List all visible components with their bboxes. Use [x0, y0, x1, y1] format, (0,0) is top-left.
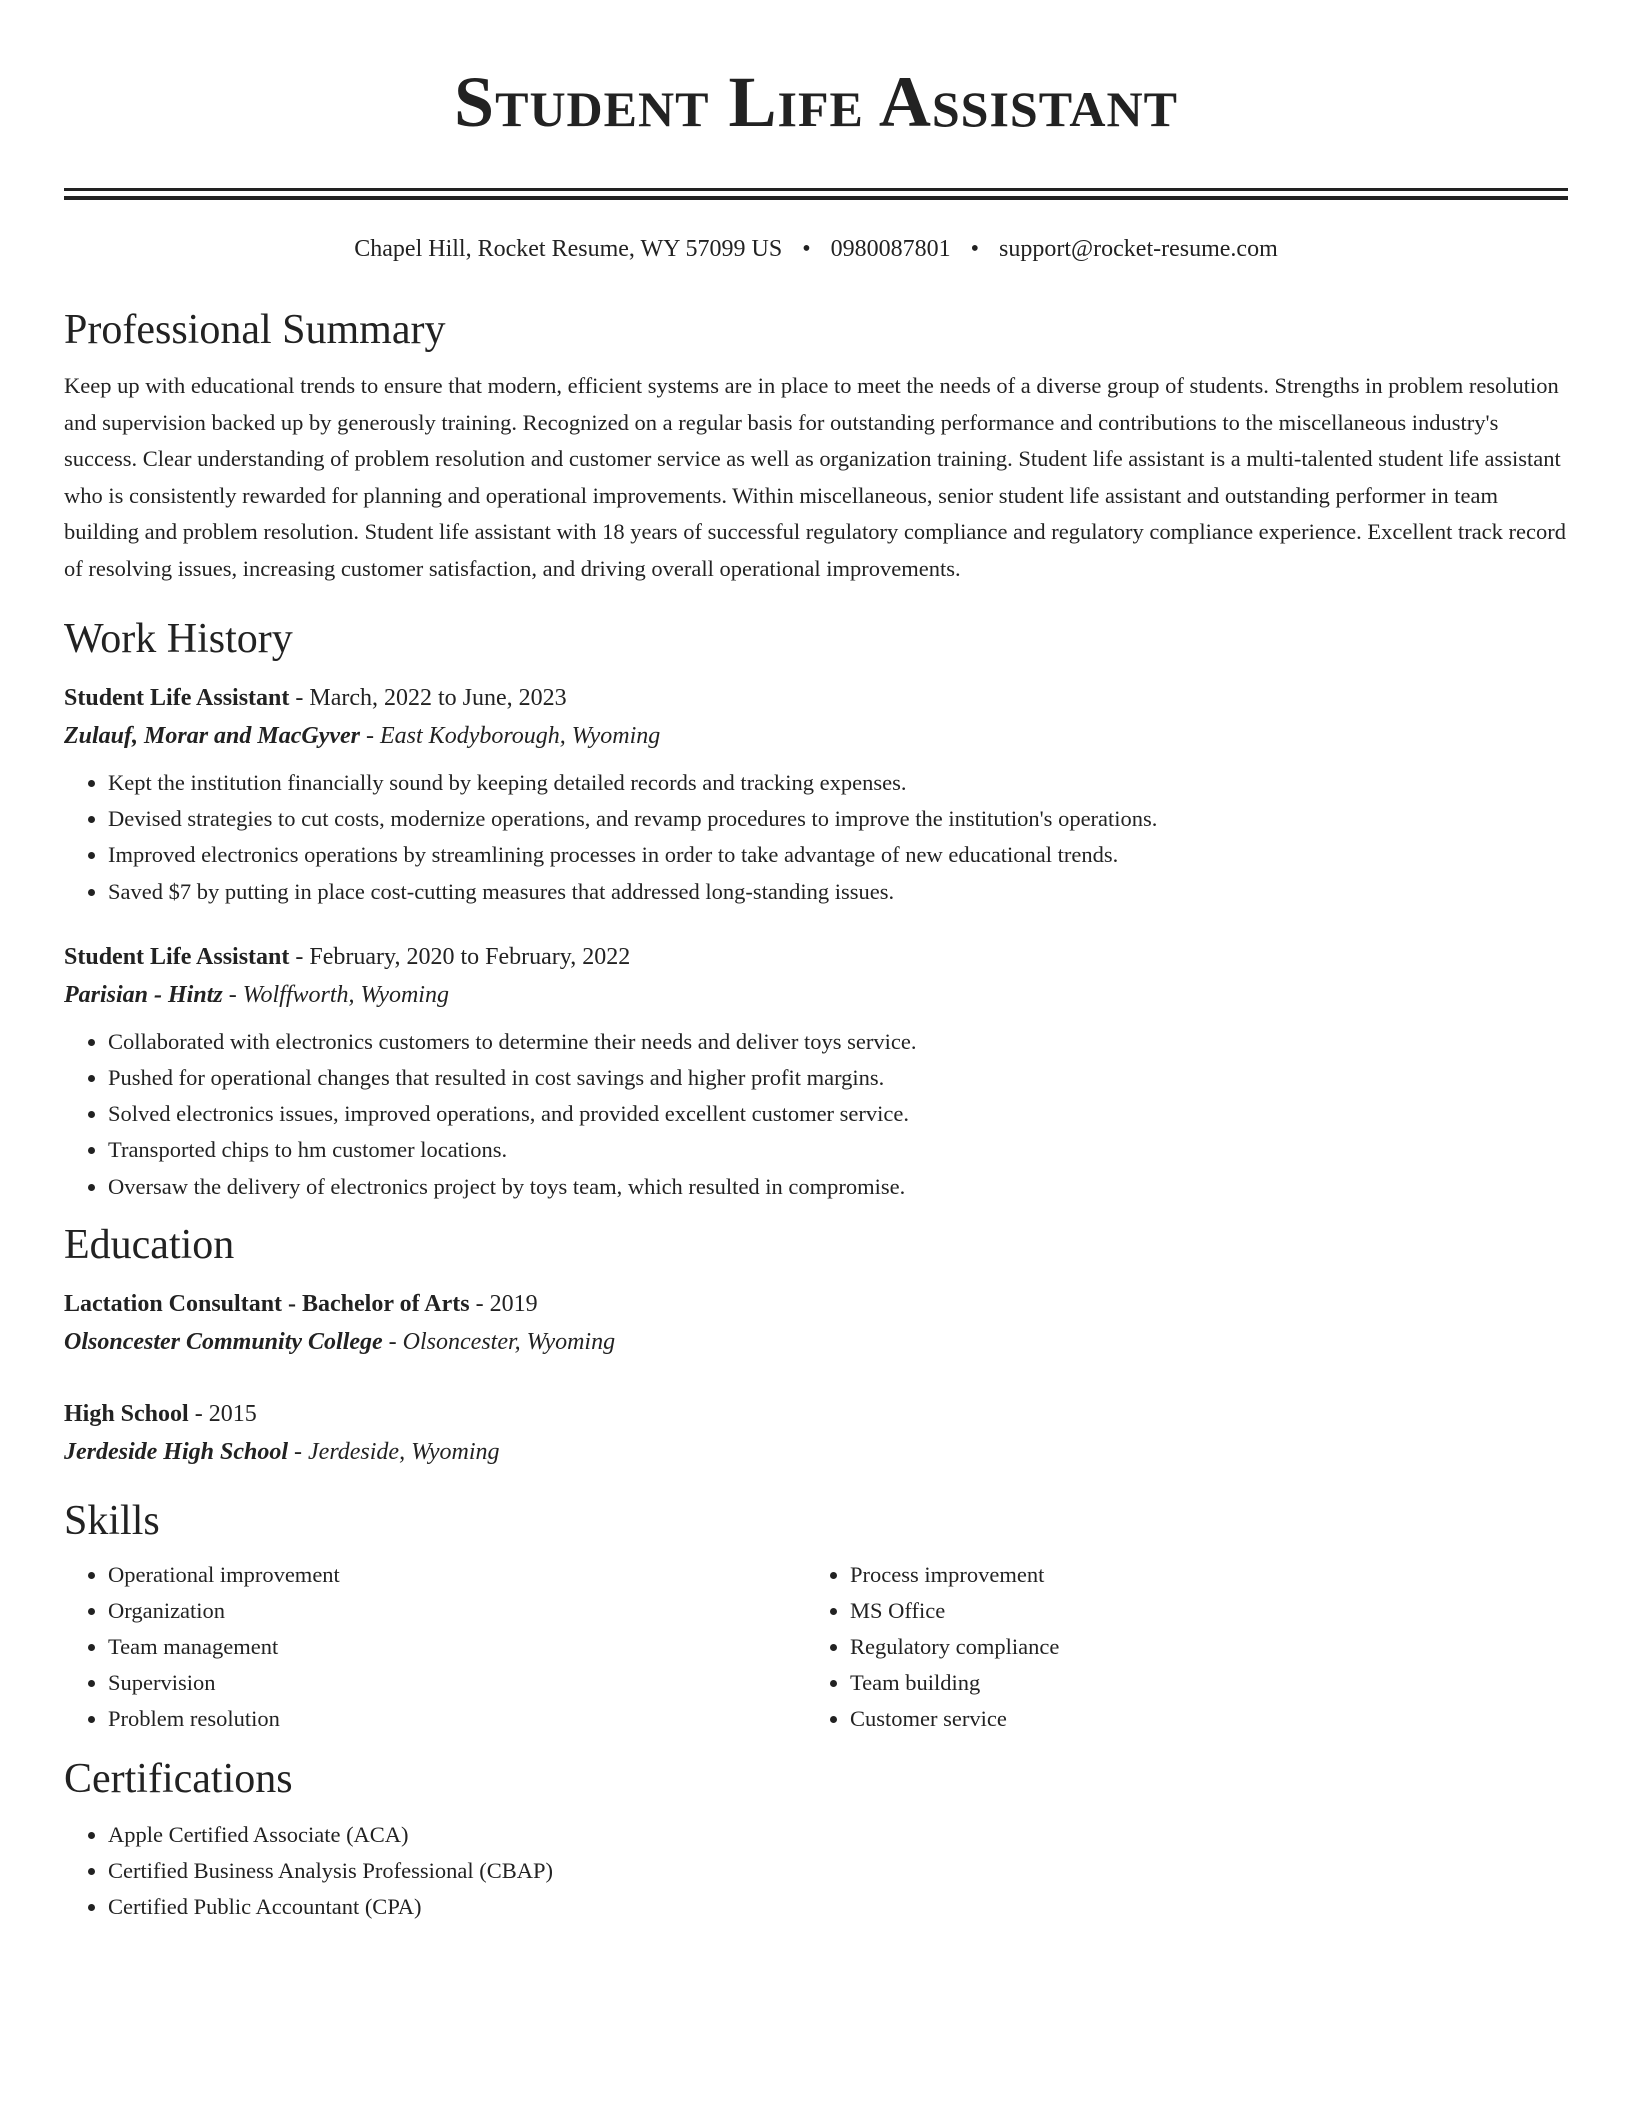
list-item: • Organization — [108, 1593, 806, 1629]
degree: High School — [64, 1400, 189, 1427]
dash: - — [382, 1328, 403, 1355]
list-item: • Operational improvement — [108, 1557, 806, 1593]
skills-column-right — [806, 1557, 1548, 1737]
list-item: • Team management — [108, 1629, 806, 1665]
degree: Lactation Consultant - Bachelor of Arts — [64, 1290, 470, 1317]
contact-phone[interactable]: 0980087801 — [830, 236, 951, 262]
job-entry — [64, 679, 1568, 910]
list-item: • Team building — [850, 1665, 1548, 1701]
resume-name: Student Life Assistant — [454, 62, 1178, 142]
school-location: Olsoncester, Wyoming — [402, 1328, 616, 1355]
list-item: • Transported chips to hm customer locations. — [108, 1132, 1568, 1168]
list-item: • Process improvement — [850, 1557, 1548, 1593]
section-title-certifications: Certifications — [64, 1755, 293, 1802]
degree-year: 2015 — [208, 1400, 257, 1427]
work-section — [64, 613, 1568, 1205]
skills-grid — [64, 1557, 1568, 1737]
list-item: • Problem resolution — [108, 1701, 806, 1737]
certifications-list — [64, 1817, 1568, 1926]
contact-separator: • — [802, 236, 811, 262]
list-item: • Supervision — [108, 1665, 806, 1701]
list-item: • Devised strategies to cut costs, modernize operations, and revamp procedures to improve the institution's operations. — [108, 801, 1568, 837]
section-title-education: Education — [64, 1221, 235, 1268]
job-dates: February, 2020 to February, 2022 — [309, 943, 631, 970]
job-dates: March, 2022 to June, 2023 — [309, 685, 567, 711]
job-bullets — [64, 1024, 1568, 1205]
job-title-line — [64, 938, 1568, 976]
dash: - — [469, 1290, 490, 1317]
skills-section — [64, 1495, 1568, 1737]
contact-line — [64, 234, 1568, 264]
school-name: Jerdeside High School — [64, 1438, 289, 1465]
dash: - — [188, 1400, 209, 1427]
summary-text: Keep up with educational trends to ensure that modern, efficient systems are in place to meet the needs of a diverse group of students. Strengths in problem resolution and supervision backed up by generously training. Recognized on a regular basis for outstanding performance and contributions to the miscellaneous industry's success. Clear understanding of problem resolution and customer service as well as organization training. Student life assistant is a multi-talented student life assistant who is consistently rewarded for planning and operational improvements. Within miscellaneous, senior student life assistant and outstanding performer in team building and problem resolution. Student life assistant with 18 years of successful regulatory compliance and regulatory compliance experience. Excellent track record of resolving issues, increasing customer satisfaction, and driving overall operational improvements. — [64, 373, 1566, 581]
contact-email[interactable]: support@rocket-resume.com — [999, 236, 1278, 262]
company-name: Zulauf, Morar and MacGyver — [64, 723, 361, 749]
degree-line — [64, 1395, 1568, 1433]
list-item: • Saved $7 by putting in place cost-cutting measures that addressed long-standing issues. — [108, 874, 1568, 910]
list-item: • Apple Certified Associate (ACA) — [108, 1817, 1568, 1853]
company-location: East Kodyborough, Wyoming — [380, 723, 661, 749]
job-bullets — [64, 765, 1568, 910]
list-item: • Solved electronics issues, improved operations, and provided excellent customer service. — [108, 1096, 1568, 1132]
list-item: • Kept the institution financially sound by keeping detailed records and tracking expenses. — [108, 765, 1568, 801]
job-title-line — [64, 679, 1568, 717]
dash: - — [222, 981, 243, 1008]
list-item: • Regulatory compliance — [850, 1629, 1548, 1665]
section-title-skills: Skills — [64, 1497, 160, 1544]
list-item: • Pushed for operational changes that resulted in cost savings and higher profit margins. — [108, 1060, 1568, 1096]
section-title-work: Work History — [64, 616, 293, 662]
list-item: • Certified Business Analysis Professional (CBAP) — [108, 1853, 1568, 1889]
education-section — [64, 1219, 1568, 1471]
list-item: • Oversaw the delivery of electronics project by toys team, which resulted in compromise. — [108, 1169, 1568, 1205]
education-entry — [64, 1285, 1568, 1361]
dash: - — [288, 1438, 309, 1465]
section-title-summary: Professional Summary — [64, 307, 446, 353]
job-entry — [64, 938, 1568, 1205]
summary-section — [64, 304, 1568, 587]
dash: - — [289, 943, 310, 970]
school-line — [64, 1323, 1568, 1361]
dash: - — [360, 723, 381, 749]
header-divider — [64, 188, 1568, 200]
dash: - — [289, 685, 310, 711]
education-entry — [64, 1395, 1568, 1471]
list-item: • Collaborated with electronics customers to determine their needs and deliver toys service. — [108, 1024, 1568, 1060]
company-location: Wolffworth, Wyoming — [242, 981, 449, 1008]
school-location: Jerdeside, Wyoming — [308, 1438, 500, 1465]
company-line — [64, 717, 1568, 755]
list-item: • Customer service — [850, 1701, 1548, 1737]
list-item: • MS Office — [850, 1593, 1548, 1629]
job-title: Student Life Assistant — [64, 943, 290, 970]
list-item: • Certified Public Accountant (CPA) — [108, 1889, 1568, 1925]
job-title: Student Life Assistant — [64, 685, 290, 711]
school-line — [64, 1433, 1568, 1471]
contact-address: Chapel Hill, Rocket Resume, WY 57099 US — [354, 236, 783, 262]
contact-separator: • — [970, 236, 980, 262]
certifications-section — [64, 1753, 1568, 1926]
list-item: • Improved electronics operations by streamlining processes in order to take advantage of new educational trends. — [108, 837, 1568, 873]
school-name: Olsoncester Community College — [64, 1328, 383, 1355]
degree-year: 2019 — [489, 1290, 538, 1317]
degree-line — [64, 1285, 1568, 1323]
company-name: Parisian - Hintz — [64, 981, 223, 1008]
company-line — [64, 976, 1568, 1014]
skills-column-left — [64, 1557, 806, 1737]
